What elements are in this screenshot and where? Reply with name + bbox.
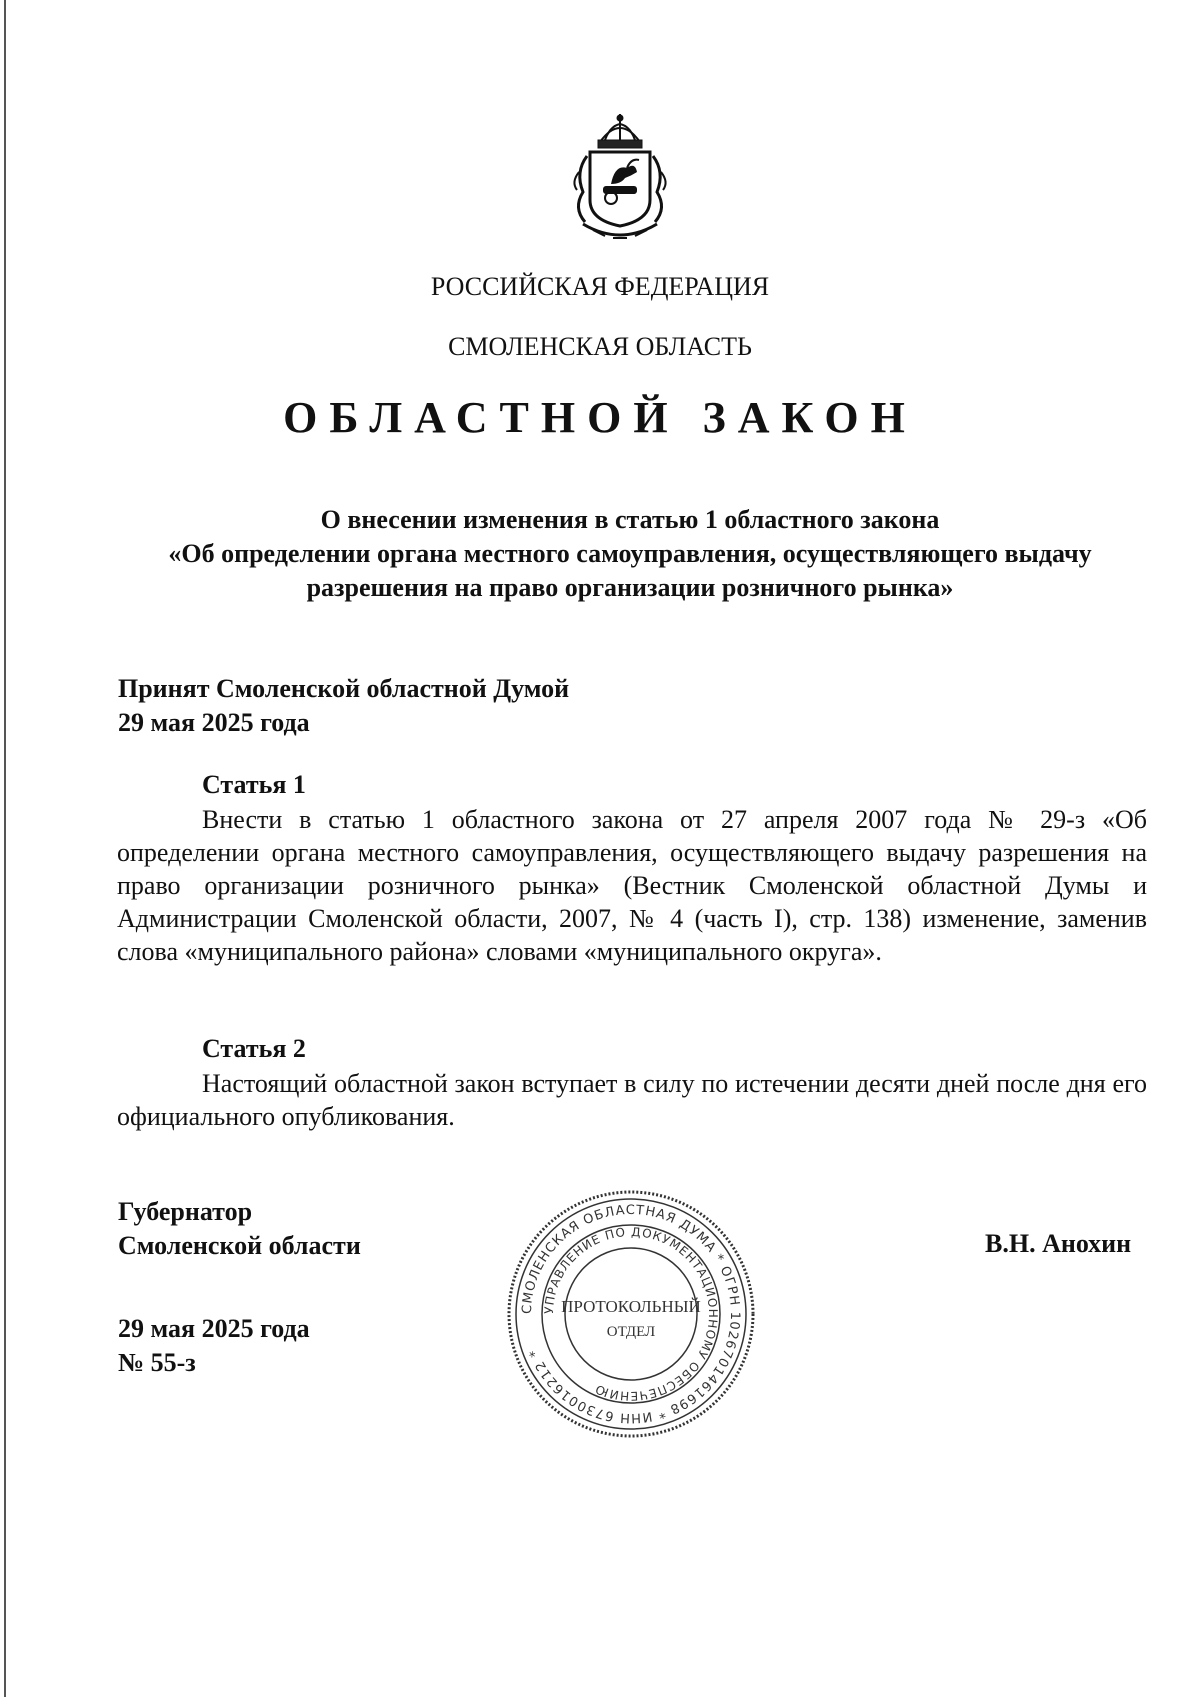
signing-details [118, 1312, 310, 1380]
law-title [110, 503, 1150, 605]
adoption-note [118, 672, 569, 740]
seal-center-line: ОТДЕЛ [606, 1324, 656, 1340]
law-type-heading: ОБЛАСТНОЙ ЗАКОН [283, 393, 917, 442]
scan-edge-line [4, 0, 6, 1697]
law-number: № 55-з [118, 1348, 196, 1377]
signer-name: В.Н. Анохин [985, 1229, 1132, 1258]
seal-outer-ring-text: СМОЛЕНСКАЯ ОБЛАСТНАЯ ДУМА * ОГРН 1026701461698 * ИНН 6730016212 * [519, 1202, 743, 1426]
signer-position-line: Смоленской области [118, 1231, 361, 1260]
seal-inner-ring-text: УПРАВЛЕНИЕ ПО ДОКУМЕНТАЦИОННОМУ ОБЕСПЕЧЕНИЮ [541, 1224, 721, 1404]
seal-center-line: ПРОТОКОЛЬНЫЙ [561, 1297, 701, 1316]
article-2-text: Настоящий областной закон вступает в силу по истечении десяти дней после дня его официального опубликования. [117, 1069, 1147, 1131]
law-title-line: «Об определении органа местного самоуправления, осуществляющего выдачу [168, 539, 1092, 568]
adoption-date: 29 мая 2025 года [118, 708, 310, 737]
signer-position [118, 1195, 361, 1263]
article-1-heading: Статья 1 [202, 770, 306, 799]
coat-of-arms-emblem [565, 112, 675, 246]
article-2-heading: Статья 2 [202, 1034, 306, 1063]
article-1-text: Внести в статью 1 областного закона от 27 апреля 2007 года № 29-з «Об определении органа местного самоуправления, осуществляющего выдачу разрешения на право организации розничного рынка» (Вестник Смоленской областной Думы и Администрации Смоленской области, 2007, № 4 (часть I), стр. 138) изменение, заменив слова «муниципального района» словами «муниципального округа». [117, 805, 1147, 966]
signer-position-line: Губернатор [118, 1197, 253, 1226]
law-title-line: разрешения на право организации розничного рынка» [306, 573, 954, 602]
adoption-body: Принят Смоленской областной Думой [118, 674, 570, 703]
signing-date: 29 мая 2025 года [118, 1314, 310, 1343]
official-seal [505, 1188, 757, 1440]
law-title-line: О внесении изменения в статью 1 областного закона [320, 505, 940, 534]
country-name: РОССИЙСКАЯ ФЕДЕРАЦИЯ [430, 272, 770, 301]
region-name: СМОЛЕНСКАЯ ОБЛАСТЬ [448, 332, 752, 361]
